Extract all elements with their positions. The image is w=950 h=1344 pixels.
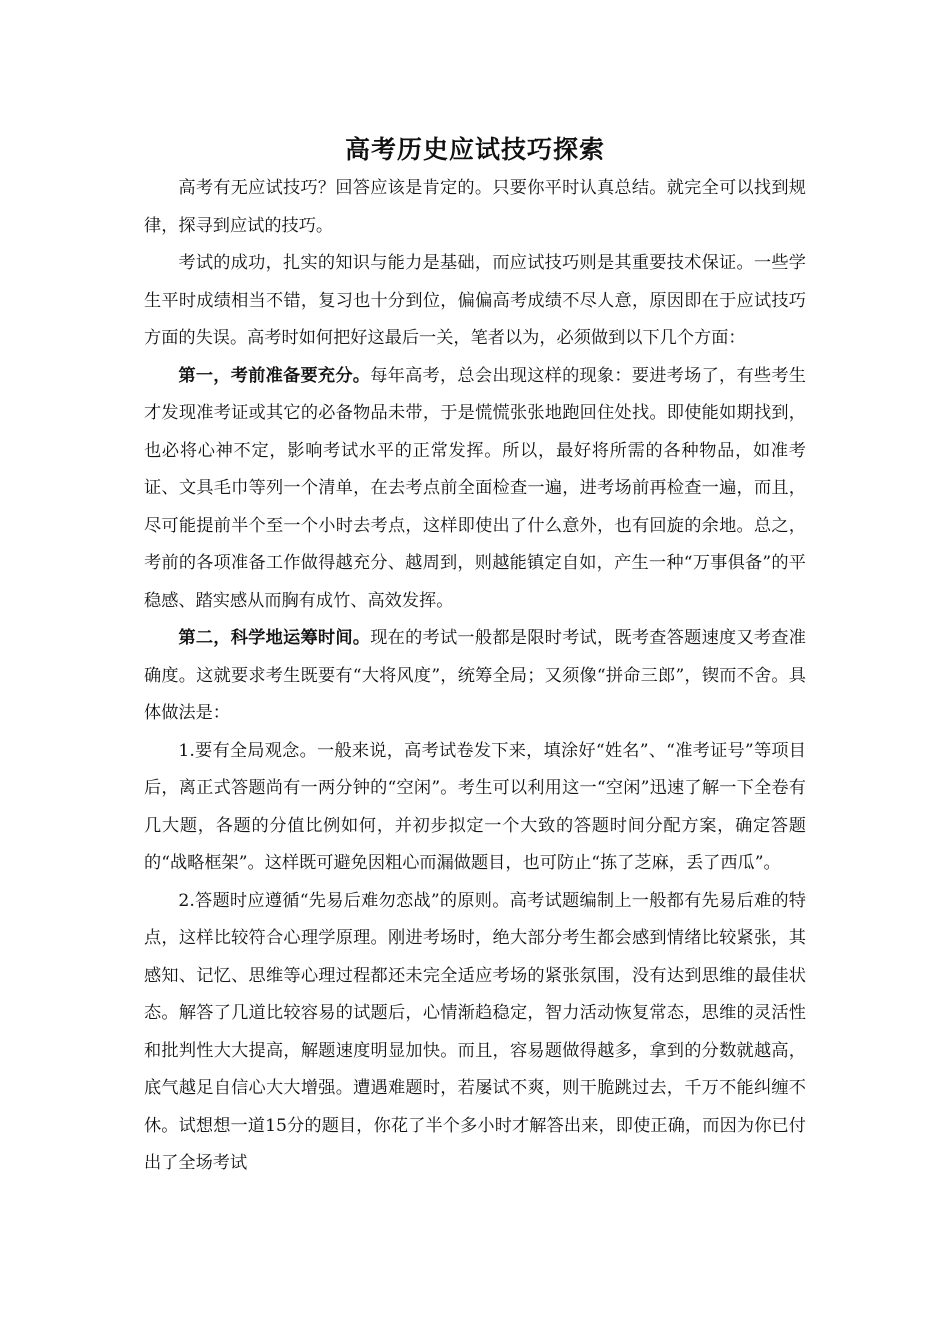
paragraph-2 bbox=[144, 245, 806, 358]
paragraph-5-text: 1.要有全局观念。一般来说，高考试卷发下来，填涂好“姓名”、“准考证号”等项目后，离正式答题尚有一两分钟的“空闲”。考生可以利用这一“空闲”迅速了解一下全卷有几大题，各题的分值比例如何，并初步拟定一个大致的答题时间分配方案，确定答题的“战略框架”。这样既可避免因粗心而漏做题目，也可防止“拣了芝麻，丢了西瓜”。 bbox=[144, 740, 806, 873]
document-body bbox=[144, 170, 806, 1183]
document-title: 高考历史应试技巧探索 bbox=[344, 135, 605, 164]
paragraph-3 bbox=[144, 358, 806, 621]
paragraph-6 bbox=[144, 883, 806, 1183]
paragraph-4 bbox=[144, 620, 806, 733]
paragraph-3-text: 每年高考，总会出现这样的现象：要进考场了，有些考生才发现准考证或其它的必备物品未带，于是慌慌张张地跑回住处找。即使能如期找到，也必将心神不定，影响考试水平的正常发挥。所以，最好将所需的各种物品，如准考证、文具毛巾等列一个清单，在去考点前全面检查一遍，进考场前再检查一遍，而且，尽可能提前半个至一个小时去考点，这样即使出了什么意外，也有回旋的余地。总之，考前的各项准备工作做得越充分、越周到，则越能镇定自如，产生一种“万事俱备”的平稳感、踏实感从而胸有成竹、高效发挥。 bbox=[144, 365, 806, 611]
paragraph-4-text: 现在的考试一般都是限时考试，既考查答题速度又考查准确度。这就要求考生既要有“大将风度”，统筹全局；又须像“拼命三郎”，锲而不舍。具体做法是： bbox=[144, 628, 806, 723]
paragraph-5 bbox=[144, 733, 806, 883]
paragraph-4-lead: 第二，科学地运筹时间。 bbox=[178, 628, 371, 648]
paragraph-1-text: 高考有无应试技巧？回答应该是肯定的。只要你平时认真总结。就完全可以找到规律，探寻到应试的技巧。 bbox=[144, 178, 806, 236]
paragraph-3-lead: 第一，考前准备要充分。 bbox=[178, 365, 371, 386]
paragraph-6-text: 2.答题时应遵循“先易后难勿恋战”的原则。高考试题编制上一般都有先易后难的特点，这样比较符合心理学原理。刚进考场时，绝大部分考生都会感到情绪比较紧张，其感知、记忆、思维等心理过程都还未完全适应考场的紧张氛围，没有达到思维的最佳状态。解答了几道比较容易的试题后，心情渐趋稳定，智力活动恢复常态，思维的灵活性和批判性大大提高，解题速度明显加快。而且，容易题做得越多，拿到的分数就越高，底气越足自信心大大增强。遭遇难题时，若屡试不爽，则干脆跳过去，千万不能纠缠不休。试想想一道15分的题目，你花了半个多小时才解答出来，即使正确，而因为你已付出了全场考试 bbox=[144, 890, 806, 1173]
paragraph-2-text: 考试的成功，扎实的知识与能力是基础，而应试技巧则是其重要技术保证。一些学生平时成绩相当不错，复习也十分到位，偏偏高考成绩不尽人意，原因即在于应试技巧方面的失误。高考时如何把好这最后一关，笔者以为，必须做到以下几个方面： bbox=[144, 253, 806, 348]
paragraph-1 bbox=[144, 170, 806, 245]
